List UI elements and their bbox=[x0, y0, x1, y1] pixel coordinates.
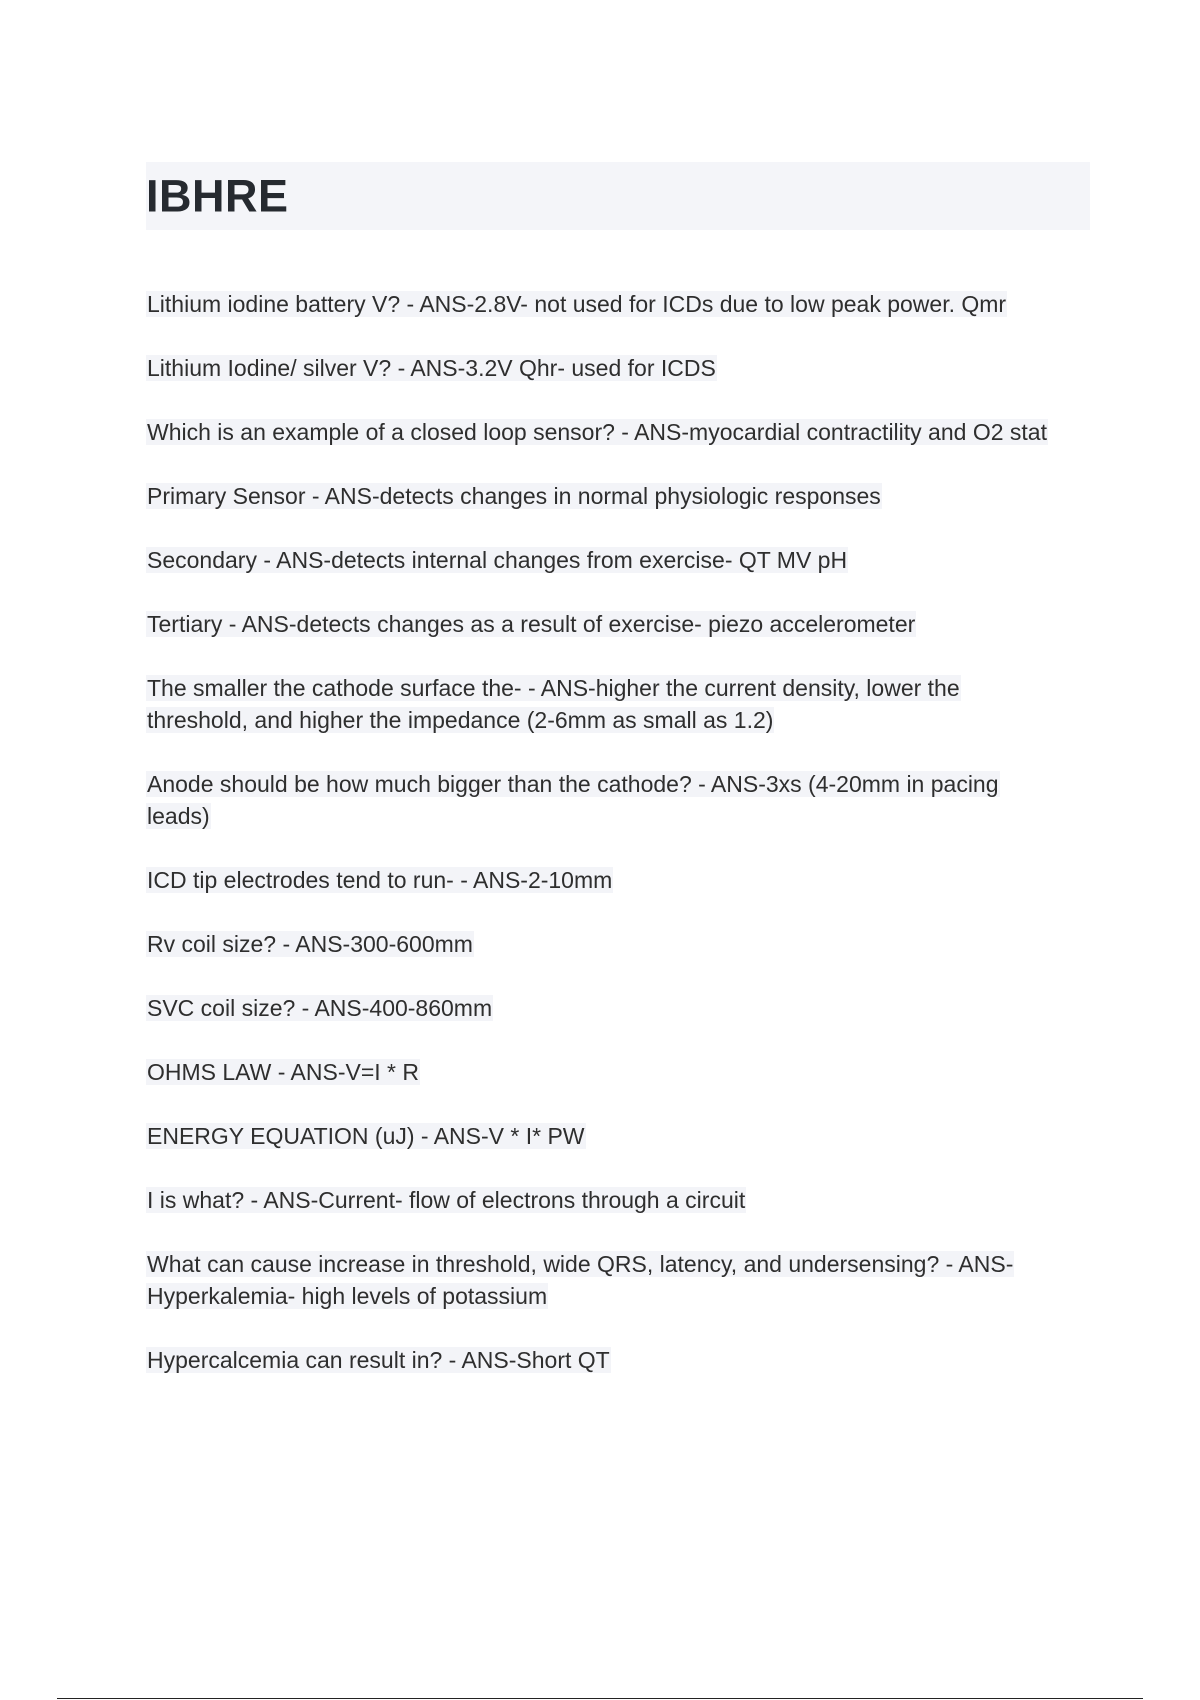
qa-item bbox=[146, 288, 1066, 320]
qa-text: Lithium Iodine/ silver V? - ANS-3.2V Qhr- used for ICDS bbox=[147, 355, 716, 381]
qa-item bbox=[146, 352, 1066, 384]
qa-text: What can cause increase in threshold, wide QRS, latency, and undersensing? - ANS-Hyperkalemia- high levels of potassium bbox=[147, 1251, 1014, 1309]
qa-text: Which is an example of a closed loop sensor? - ANS-myocardial contractility and O2 stat bbox=[147, 419, 1047, 445]
qa-item bbox=[146, 1120, 1066, 1152]
qa-item bbox=[146, 768, 1066, 832]
qa-text: Rv coil size? - ANS-300-600mm bbox=[147, 931, 473, 957]
qa-text: Lithium iodine battery V? - ANS-2.8V- not used for ICDs due to low peak power. Qmr bbox=[147, 291, 1007, 317]
qa-text: Primary Sensor - ANS-detects changes in normal physiologic responses bbox=[147, 483, 881, 509]
qa-text: The smaller the cathode surface the- - ANS-higher the current density, lower the threshold, and higher the impedance (2-6mm as small as 1.2) bbox=[147, 675, 960, 733]
qa-text: Tertiary - ANS-detects changes as a result of exercise- piezo accelerometer bbox=[147, 611, 916, 637]
qa-item bbox=[146, 1248, 1066, 1312]
qa-text: OHMS LAW - ANS-V=I * R bbox=[147, 1059, 420, 1085]
qa-item bbox=[146, 1184, 1066, 1216]
qa-item bbox=[146, 1344, 1066, 1376]
title-banner bbox=[146, 162, 1090, 230]
qa-item bbox=[146, 928, 1066, 960]
qa-item bbox=[146, 864, 1066, 896]
qa-item bbox=[146, 672, 1066, 736]
qa-text: Anode should be how much bigger than the cathode? - ANS-3xs (4-20mm in pacing leads) bbox=[147, 771, 999, 829]
qa-text: Hypercalcemia can result in? - ANS-Short QT bbox=[147, 1347, 610, 1373]
qa-text: SVC coil size? - ANS-400-860mm bbox=[147, 995, 493, 1021]
qa-text: ICD tip electrodes tend to run- - ANS-2-10mm bbox=[147, 867, 613, 893]
qa-item bbox=[146, 416, 1066, 448]
qa-item bbox=[146, 992, 1066, 1024]
qa-item bbox=[146, 480, 1066, 512]
qa-item bbox=[146, 544, 1066, 576]
qa-text: ENERGY EQUATION (uJ) - ANS-V * I* PW bbox=[147, 1123, 585, 1149]
qa-item bbox=[146, 1056, 1066, 1088]
page-title: IBHRE bbox=[146, 170, 289, 222]
qa-list bbox=[146, 288, 1066, 1408]
qa-item bbox=[146, 608, 1066, 640]
qa-text: Secondary - ANS-detects internal changes from exercise- QT MV pH bbox=[147, 547, 848, 573]
qa-text: I is what? - ANS-Current- flow of electrons through a circuit bbox=[147, 1187, 746, 1213]
footer-divider bbox=[57, 1698, 1143, 1699]
